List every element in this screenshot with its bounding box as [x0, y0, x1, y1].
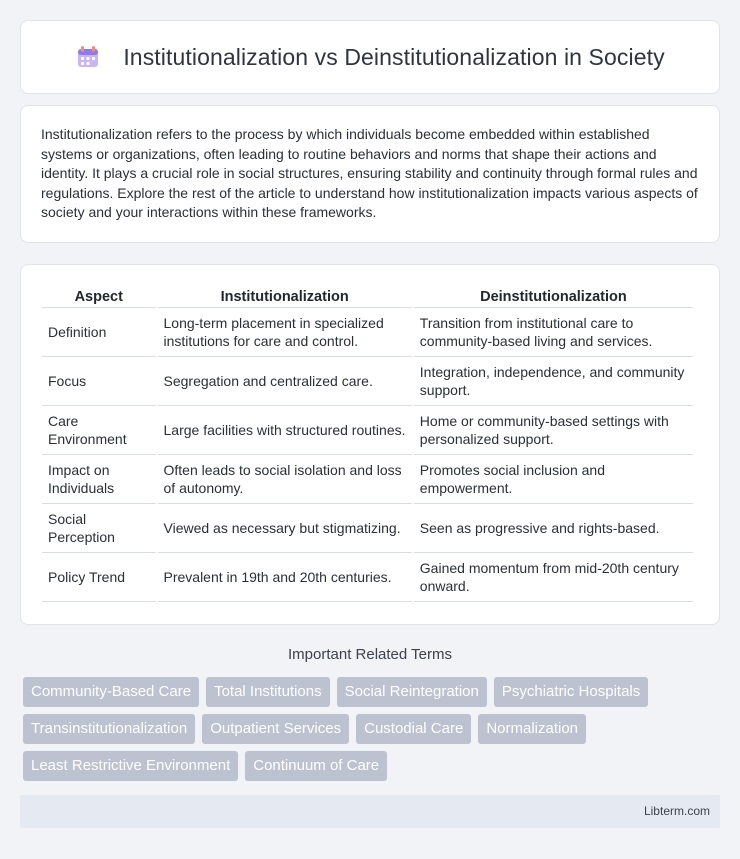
related-term-tag[interactable]: Least Restrictive Environment [23, 751, 238, 781]
calendar-icon [75, 44, 101, 70]
table-cell: Policy Trend [42, 553, 156, 602]
related-term-tag[interactable]: Psychiatric Hospitals [494, 677, 648, 707]
related-term-tag[interactable]: Normalization [478, 714, 586, 744]
table-cell: Segregation and centralized care. [158, 357, 412, 406]
table-cell: Promotes social inclusion and empowerment. [414, 455, 693, 504]
table-cell: Home or community-based settings with personalized support. [414, 406, 693, 455]
table-cell: Integration, independence, and community support. [414, 357, 693, 406]
comparison-card [20, 264, 720, 625]
related-term-tag[interactable]: Outpatient Services [202, 714, 349, 744]
header-deinstitutionalization: Deinstitutionalization [414, 285, 693, 308]
table-row [42, 553, 693, 602]
page-title: Institutionalization vs Deinstitutionalization in Society [123, 43, 665, 70]
header-card [20, 20, 720, 94]
comparison-table [40, 285, 695, 602]
related-term-tag[interactable]: Transinstitutionalization [23, 714, 195, 744]
table-cell: Care Environment [42, 406, 156, 455]
table-cell: Viewed as necessary but stigmatizing. [158, 504, 412, 553]
table-row [42, 455, 693, 504]
table-cell: Focus [42, 357, 156, 406]
related-term-tag[interactable]: Custodial Care [356, 714, 471, 744]
related-terms-list [23, 677, 713, 788]
intro-card [20, 105, 720, 243]
header-institutionalization: Institutionalization [158, 285, 412, 308]
table-cell: Often leads to social isolation and loss of autonomy. [158, 455, 412, 504]
related-term-tag[interactable]: Social Reintegration [337, 677, 487, 707]
related-term-tag[interactable]: Continuum of Care [245, 751, 387, 781]
table-row [42, 357, 693, 406]
table-header-row [42, 285, 693, 308]
table-cell: Gained momentum from mid-20th century onward. [414, 553, 693, 602]
related-term-tag[interactable]: Community-Based Care [23, 677, 199, 707]
table-row [42, 406, 693, 455]
table-row [42, 504, 693, 553]
header-aspect: Aspect [42, 285, 156, 308]
intro-paragraph: Institutionalization refers to the process by which individuals become embedded within established systems or organizations, often leading to routine behaviors and norms that shape their actions and identity. It plays a crucial role in social structures, ensuring stability and continuity through formal rules and regulations. Explore the rest of the article to understand how institutionalization impacts various aspects of society and your interactions within these frameworks. [41, 126, 698, 221]
table-cell: Transition from institutional care to community-based living and services. [414, 308, 693, 357]
table-row [42, 308, 693, 357]
table-cell: Large facilities with structured routines. [158, 406, 412, 455]
table-cell: Long-term placement in specialized institutions for care and control. [158, 308, 412, 357]
footer-site-link[interactable]: Libterm.com [643, 804, 710, 818]
related-terms-title: Important Related Terms [288, 646, 452, 663]
table-cell: Impact on Individuals [42, 455, 156, 504]
table-cell: Definition [42, 308, 156, 357]
footer [20, 795, 720, 828]
related-term-tag[interactable]: Total Institutions [206, 677, 330, 707]
table-cell: Social Perception [42, 504, 156, 553]
table-cell: Seen as progressive and rights-based. [414, 504, 693, 553]
table-cell: Prevalent in 19th and 20th centuries. [158, 553, 412, 602]
